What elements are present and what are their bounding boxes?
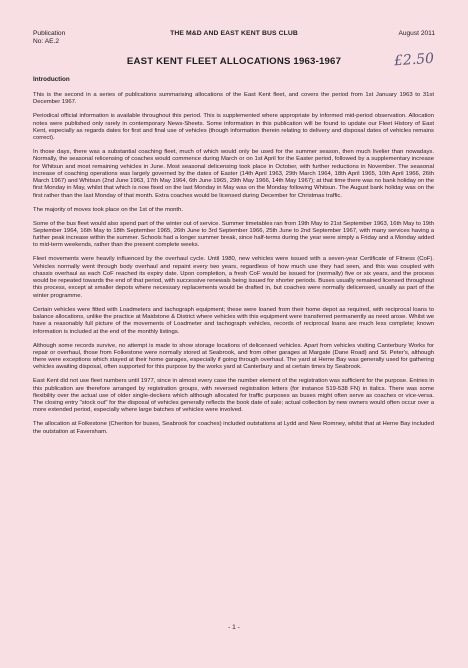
paragraph: Fleet movements were heavily influenced by the overhaul cycle. Until 1980, new vehicles were issued with a seven-year Certificate of Fitness (CoF). Vehicles normally went through body overhaul and repaint every two years, regardless of how much use they had seen, and this was coupled with chassis overhaul as each CoF reached its expiry date. Upon completion, a fresh CoF would be issued for (normally) five or six years, and the process would be repeated towards the end of that period, with successive renewals being issued for shorter periods. Buses usually remained licensed throughout this process, except at smaller depots where necessary replacements would be drafted in, but coaches were normally delicensed, usually as part of the winter programme.	[33, 256, 434, 299]
paragraph: East Kent did not use fleet numbers until 1977, since in almost every case the number element of the registration was sufficient for the purpose. Entries in this publication are therefore arranged by registration groups, with reversed registration letters (for instance 519-538 FN) in italics. There was some flexibility over the actual use of older single-deckers which although allocated for traffic purposes as buses might often serve as coaches or vice-versa. The closing entry "stock out" for the disposal of vehicles generally reflects the book date of sale; actual collection by new owners would often occur over a more extended period, especially where large batches of vehicles were involved.	[33, 378, 434, 414]
paragraph: The allocation at Folkestone (Cheriton for buses, Seabrook for coaches) included outstations at Lydd and New Romney, whilst that at Herne Bay included the outstation at Faversham.	[33, 421, 434, 435]
publication-code: No: AE.2	[33, 38, 60, 45]
paragraph: Certain vehicles were fitted with Loadmeters and tachograph equipment; these were loaned from their home depot as required, with reciprocal loans to balance allocations, unlike the practice at Maidstone & District where vehicles with this equipment were transferred permanently as need arose. Whilst we have a reasonably full picture of the movements of Loadmeter and tachograph vehicles, records of reciprocal loans are much less complete; known information is included at the end of the monthly listings.	[33, 306, 434, 335]
document-title: EAST KENT FLEET ALLOCATIONS 1963-1967	[126, 56, 342, 67]
paragraph: Although some records survive, no attempt is made to show storage locations of delicensed vehicles. Apart from vehicles visiting Canterbury Works for repair or overhaul, those from Folkestone were normally stored at Seabrook, and from other garages at Margate (Dane Road) and St. Peter's, although there were exceptions which stayed at their home garages, especially if going through overhaul. The yard at Herne Bay was generally used for gathering vehicles awaiting disposal, often supported for this purpose by the works yard at Canterbury and at certain times by Seabrook.	[33, 342, 434, 371]
document-body	[33, 76, 434, 443]
paragraph: Periodical official information is available throughout this period. This is supplemented where appropriate by informed mid-period observation. Allocation notes were published only rarely in contemporary News-Sheets. Some information in this publication will be found to update our Fleet History of East Kent, especially as regards dates for first and final use of vehicles (though information therein relating to delivery and disposal dates of vehicles remains correct).	[33, 113, 434, 142]
publication-label: Publication	[33, 30, 66, 37]
paragraph: This is the second in a series of publications summarising allocations of the East Kent fleet, and covers the period from 1st January 1963 to 31st December 1967.	[33, 92, 434, 106]
publication-date: August 2011	[398, 30, 435, 37]
club-name: THE M&D AND EAST KENT BUS CLUB	[170, 30, 298, 37]
paragraph: In those days, there was a substantial coaching fleet, much of which would only be used for the summer season, then much livelier than nowadays. Normally, the seasonal relicensing of coaches would commence during March or on 1st April for the Easter period, followed by a supplementary increase for Whitsun and most remaining vehicles in June. Most seasonal delicensing took place in October, with further reductions in November. The seasonal increase of coaching operations was largely governed by the dates of Easter (14th April 1963, 29th March 1964, 18th April 1965, 10th April 1966, 26th March 1967) and Whitsun (2nd June 1963, 17th May 1964, 6th June 1965, 29th May 1966, 14th May 1967); at that time there was no bank holiday on the first Monday in May, whilst that which is now fixed on the last Monday in May was on the Monday following Whitsun. The August bank holiday was on the first rather than the last Monday of that month. Extra coaches would be licensed during December for Christmas traffic.	[33, 149, 434, 199]
page-number: - 1 -	[228, 624, 240, 631]
paragraph: Some of the bus fleet would also spend part of the winter out of service. Summer timetables ran from 19th May to 21st September 1963, 16th May to 19th September 1964, 16th May to 18th September 1965, 26th June to 3rd September 1966, 25th June to 2nd September 1967, with many services having a further peak increase within the summer. Schools had a longer summer break, since half-terms during the year were simply a Friday and a Monday added to mid-term weekends, rather than the present complete weeks.	[33, 220, 434, 249]
section-heading: Introduction	[33, 76, 70, 83]
paragraph: The majority of moves took place on the 1st of the month.	[33, 206, 183, 213]
page-header	[33, 30, 435, 54]
handwritten-price: £2.50	[393, 50, 435, 70]
